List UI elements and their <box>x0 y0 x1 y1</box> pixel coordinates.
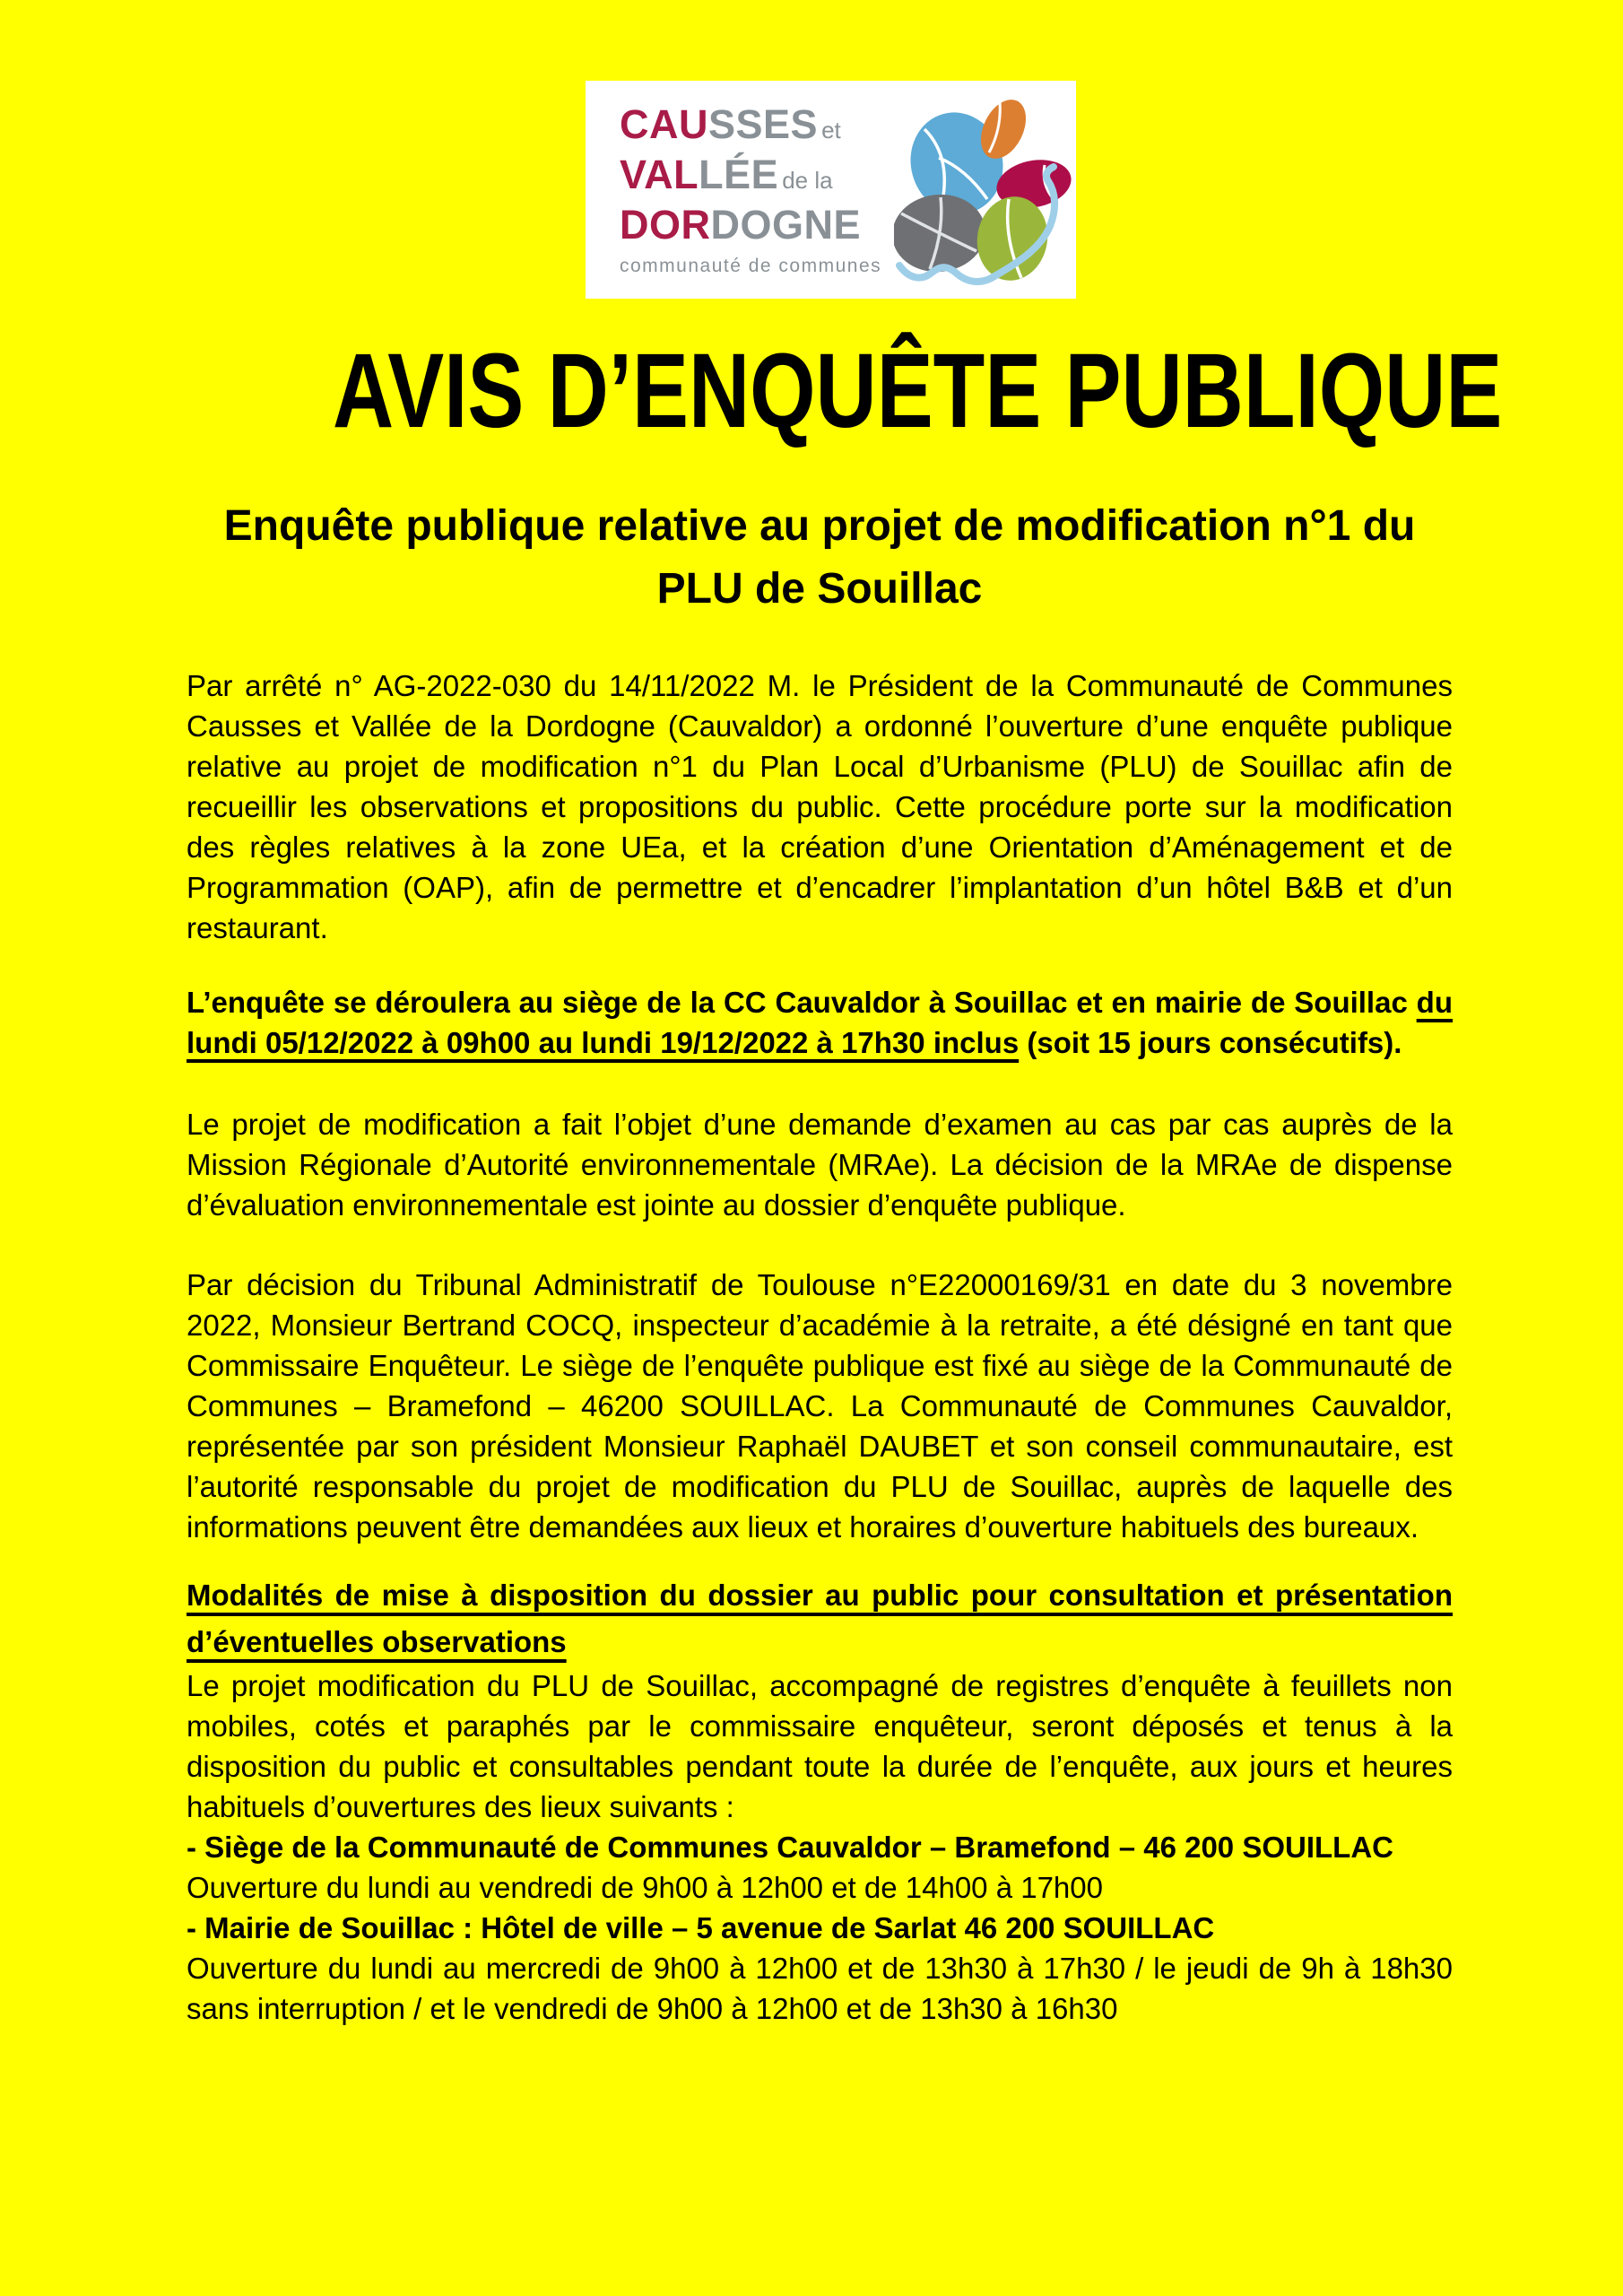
paragraph-dossier: Le projet modification du PLU de Souillac, accompagné de registres d’enquête à feuillets non mobiles, cotés et paraphés par le commissaire enquêteur, seront déposés et tenus à la disposition du public et consultables pendant toute la durée de l’enquête, aux jours et heures habituels d’ouvertures des lieux suivants : <box>187 1669 1453 1823</box>
logo-dordogne-red: DOR <box>620 202 711 248</box>
dates-underlined-period: du lundi 05/12/2022 à 09h00 au lundi 19/12/2022 à 17h30 inclus <box>187 986 1453 1059</box>
logo-causses-red: CAU <box>620 101 708 147</box>
paragraph-dates <box>187 982 1453 1063</box>
venue-mairie-hours: Ouverture du lundi au mercredi de 9h00 à 12h00 et de 13h30 à 17h30 / le jeudi de 9h à 18h30 sans interruption / et le vendredi de 9h00 à 12h00 et de 13h30 à 16h30 <box>187 1952 1453 2025</box>
paragraph-arrete: Par arrêté n° AG-2022-030 du 14/11/2022 M. le Président de la Communauté de Communes Causses et Vallée de la Dordogne (Cauvaldor) a ordonné l’ouverture d’une enquête publique relative au projet de modification n°1 du Plan Local d’Urbanisme (PLU) de Souillac afin de recueillir les observations et propositions du public. Cette procédure porte sur la modification des règles relatives à la zone UEa, et la création d’une Orientation d’Aménagement et de Programmation (OAP), afin de permettre et d’encadrer l’implantation d’un hôtel B&B et d’un restaurant. <box>187 669 1453 944</box>
venue-siege-hours: Ouverture du lundi au vendredi de 9h00 à 12h00 et de 14h00 à 17h00 <box>187 1871 1103 1904</box>
venue-siege-title: - Siège de la Communauté de Communes Cauvaldor – Bramefond – 46 200 SOUILLAC <box>187 1831 1393 1864</box>
page-subtitle: Enquête publique relative au projet de modification n°1 du PLU de Souillac <box>223 502 1416 613</box>
dates-intro: L’enquête se déroulera au siège de la CC Cauvaldor à Souillac et en mairie de Souillac <box>187 986 1417 1019</box>
logo-vallee-dela: de la <box>782 167 833 194</box>
page-title-text: AVIS D’ENQUÊTE PUBLIQUE <box>333 332 1503 450</box>
logo-vallee-red: VAL <box>620 152 699 197</box>
dates-duration: (soit 15 jours consécutifs). <box>1019 1026 1402 1059</box>
logo-vallee-gray: LÉE <box>699 152 779 197</box>
notice-content <box>187 0 1503 2029</box>
paragraph-tribunal: Par décision du Tribunal Administratif de Toulouse n°E22000169/31 en date du 3 novembre 2022, Monsieur Bertrand COCQ, inspecteur d’académie à la retraite, a été désigné en tant que Commissaire Enquêteur. Le siège de l’enquête publique est fixé au siège de la Communauté de Communes – Bramefond – 46200 SOUILLAC. La Communauté de Communes Cauvaldor, représentée par son président Monsieur Raphaël DAUBET et son conseil communautaire, est l’autorité responsable du projet de modification du PLU de Souillac, auprès de laquelle des informations peuvent être demandées aux lieux et horaires d’ouverture habituels des bureaux. <box>187 1268 1453 1544</box>
venue-mairie-title: - Mairie de Souillac : Hôtel de ville – 5 avenue de Sarlat 46 200 SOUILLAC <box>187 1911 1215 1944</box>
logo-causses-gray: SSES <box>708 101 819 147</box>
logo-dordogne-gray: DOGNE <box>710 202 862 248</box>
logo-causses-et: et <box>821 117 841 144</box>
section-heading-modalites: Modalités de mise à disposition du dossier au public pour consultation et présentation d’éventuelles observations <box>187 1578 1453 1658</box>
page-title <box>187 332 1503 450</box>
paragraph-mrae: Le projet de modification a fait l’objet d’une demande d’examen au cas par cas auprès de la Mission Régionale d’Autorité environnementale (MRAe). La décision de la MRAe de dispense d’évaluation environnementale est jointe au dossier d’enquête publique. <box>187 1108 1453 1222</box>
logo-tagline: communauté de communes <box>620 256 882 276</box>
